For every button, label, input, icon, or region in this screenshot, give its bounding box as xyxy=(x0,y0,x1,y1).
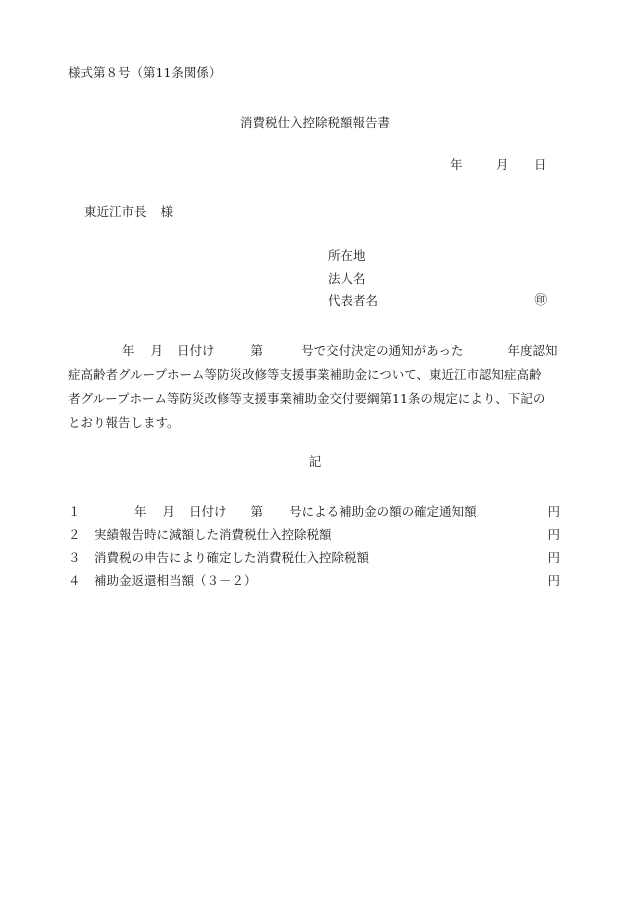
applicant-representative-label: 代表者名 xyxy=(328,293,379,308)
applicant-address-label: 所在地 xyxy=(328,248,366,263)
addressee-name: 東近江市長 xyxy=(84,204,147,219)
item-unit: 円 xyxy=(547,504,560,519)
item-unit: 円 xyxy=(547,550,560,565)
list-item xyxy=(68,525,560,541)
ki-heading: 記 xyxy=(308,454,322,469)
document-title: 消費税仕入控除税額報告書 xyxy=(239,115,390,130)
item-number: １ xyxy=(68,504,81,519)
item-number: ２ xyxy=(68,527,81,542)
body-fiscal-text: 年度認知 xyxy=(507,343,558,358)
item-unit: 円 xyxy=(547,527,560,542)
body-number-label: 第 xyxy=(250,343,264,358)
date-line xyxy=(450,159,547,172)
body-line-3: 者グループホーム等防災改修等支援事業補助金交付要綱第11条の規定により、下記の xyxy=(68,391,546,406)
body-month-label: 月 xyxy=(150,343,164,358)
body-line-2: 症高齢者グループホーム等防災改修等支援事業補助金について、東近江市認知症高齢 xyxy=(68,367,542,382)
item-number: ４ xyxy=(68,573,81,588)
item-unit: 円 xyxy=(547,573,560,588)
item-description: 実績報告時に減額した消費税仕入控除税額 xyxy=(94,527,332,542)
body-year-label: 年 xyxy=(122,343,135,358)
item-description: 消費税の申告により確定した消費税仕入控除税額 xyxy=(94,550,370,565)
item-description: 補助金返還相当額（３－２） xyxy=(94,573,257,588)
date-day-label: 日 xyxy=(534,157,547,172)
applicant-representative-row xyxy=(328,292,549,308)
body-dated-label: 日付け xyxy=(177,343,215,358)
body-line-4: とおり報告します。 xyxy=(68,415,180,430)
body-line-1 xyxy=(68,339,564,363)
list-item xyxy=(68,548,560,564)
item-description: 年 月 日付け 第 号による補助金の額の確定通知額 xyxy=(134,504,477,519)
addressee-honorific: 様 xyxy=(160,204,174,219)
seal-icon: ㊞ xyxy=(534,292,547,307)
date-year-label: 年 xyxy=(450,157,463,172)
body-notice-text: 号で交付決定の通知があった xyxy=(301,343,464,358)
form-number: 様式第８号（第11条関係） xyxy=(68,65,222,80)
list-item xyxy=(68,502,560,518)
applicant-corporation-label: 法人名 xyxy=(328,271,366,286)
item-number: ３ xyxy=(68,550,81,565)
date-month-label: 月 xyxy=(496,157,509,172)
addressee xyxy=(84,206,173,219)
report-body-paragraph xyxy=(68,339,564,435)
list-item xyxy=(68,571,560,587)
